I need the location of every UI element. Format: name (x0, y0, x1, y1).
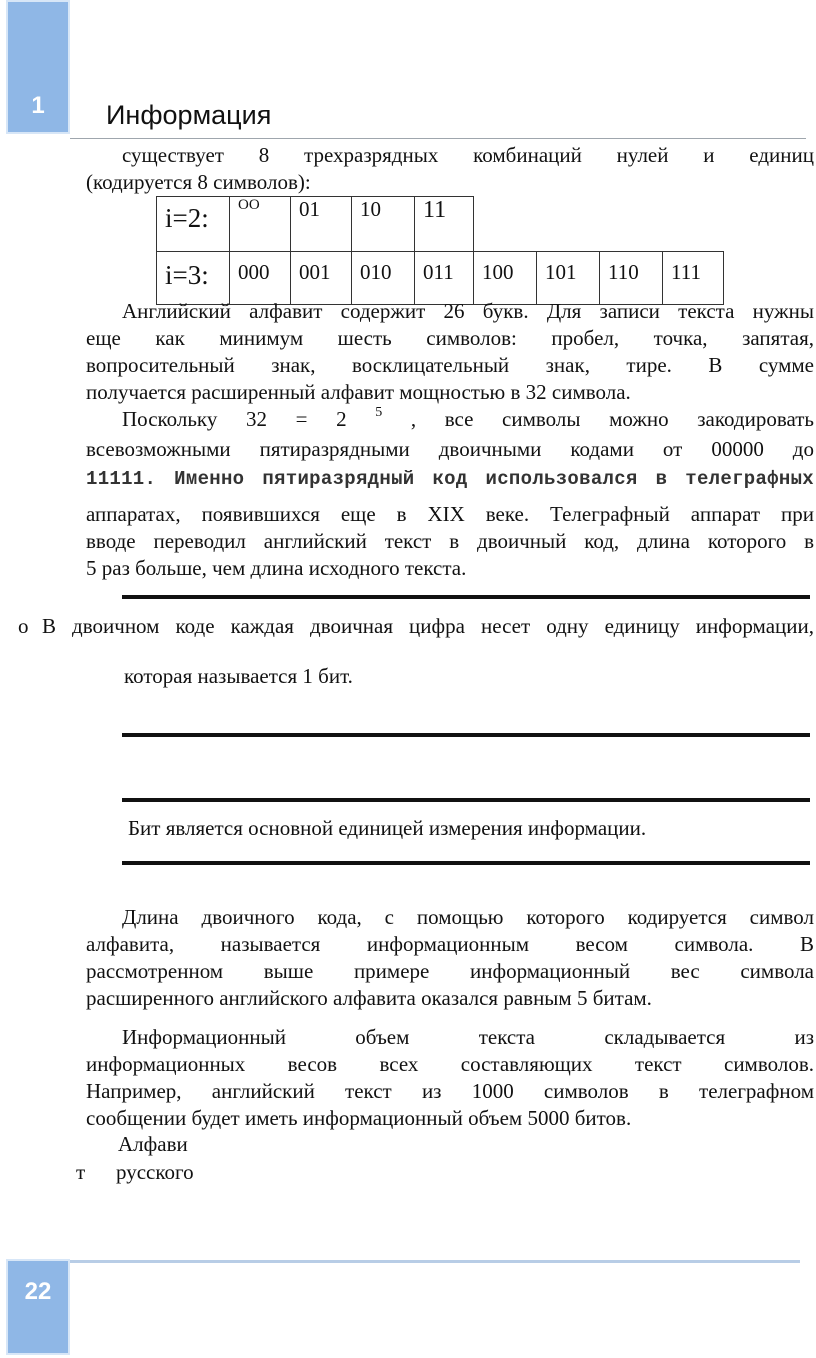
paragraph-line: Информационный объем текста складывается из (122, 1025, 814, 1049)
table-row (157, 252, 724, 305)
since-paragraph (86, 406, 814, 582)
paragraph-line: 5 раз больше, чем длина исходного текста. (86, 556, 467, 580)
page-number: 22 (24, 1278, 52, 1305)
paragraph-line: Например, английский текст из 1000 символов в телеграфном (86, 1079, 814, 1103)
definition-rule-top (122, 798, 810, 802)
chapter-title: Информация (106, 100, 272, 130)
paragraph-line: всевозможными пятиразрядными двоичными кодами от 00000 до (86, 437, 814, 461)
code-cell: 01 (291, 197, 352, 252)
exponent: 5 (375, 405, 383, 420)
code-cell: 10 (352, 197, 415, 252)
table-row (157, 197, 724, 252)
code-cell: 010 (352, 252, 415, 305)
paragraph-text: , все символы можно закодировать (410, 407, 815, 431)
definition-rule-top (122, 595, 810, 599)
definition-marker: о (18, 614, 29, 638)
paragraph-line: Английский алфавит содержит 26 букв. Для записи текста нужны (122, 299, 814, 323)
intro-paragraph (86, 142, 814, 196)
code-cell: 001 (291, 252, 352, 305)
definition-rule-bottom (122, 733, 810, 737)
paragraph-line: вопросительный знак, восклицательный знак, тире. В сумме (86, 353, 814, 377)
paragraph-line: получается расширенный алфавит мощностью в 32 символа. (86, 380, 631, 404)
code-table (156, 196, 724, 305)
code-cell: 111 (663, 252, 724, 305)
paragraph-line: алфавита, называется информационным весом символа. В (86, 932, 814, 956)
header-rule (70, 138, 806, 139)
tail-fragment: т (76, 1160, 86, 1184)
definition-line: которая называется 1 бит. (124, 664, 353, 688)
paragraph-line: расширенного английского алфавита оказался равным 5 битам. (86, 986, 652, 1010)
intro-line: существует 8 трехразрядных комбинаций нулей и единиц (122, 143, 814, 167)
unit-definition: Бит является основной единицей измерения информации. (128, 816, 647, 840)
code-cell: 011 (415, 252, 474, 305)
intro-line: (кодируется 8 символов): (86, 170, 311, 194)
weight-paragraph (86, 904, 814, 1012)
code-cell: 11 (415, 197, 474, 252)
paragraph-line: информационных весов всех составляющих текст символов. (86, 1052, 814, 1076)
volume-paragraph (86, 1024, 814, 1132)
tail-line: Алфави (118, 1132, 188, 1156)
code-cell: 000 (230, 252, 291, 305)
paragraph-line: вводе переводил английский текст в двоичный код, длина которого в (86, 529, 814, 553)
footer-rule (70, 1260, 800, 1263)
paragraph-line: аппаратах, появившихся еще в XIX веке. Телеграфный аппарат при (86, 502, 814, 526)
paragraph-line: сообщении будет иметь информационный объем 5000 битов. (86, 1106, 632, 1130)
paragraph-line: еще как минимум шесть символов: пробел, точка, запятая, (86, 326, 814, 350)
paragraph-line: Длина двоичного кода, с помощью которого кодируется символ (122, 905, 814, 929)
paragraph-line (86, 406, 814, 436)
tail-line: русского (116, 1160, 194, 1184)
paragraph-line: рассмотренном выше примере информационный вес символа (86, 959, 814, 983)
footer-tab (6, 1259, 70, 1355)
paragraph-line: 11111. Именно пятиразрядный код использовался в телеграфных (86, 468, 814, 490)
definition-rule-bottom (122, 861, 810, 865)
row-label: i=3: (157, 252, 230, 305)
code-cell: 101 (537, 252, 600, 305)
code-cell: 110 (600, 252, 663, 305)
code-cell: 100 (474, 252, 537, 305)
alphabet-paragraph (86, 298, 814, 406)
row-label: i=2: (157, 197, 230, 252)
chapter-number: 1 (31, 92, 45, 119)
definition-line: В двоичном коде каждая двоичная цифра несет одну единицу информации, (42, 614, 814, 638)
code-cell: ОО (230, 197, 291, 252)
equation-text: Поскольку 32 = 2 (122, 407, 347, 431)
